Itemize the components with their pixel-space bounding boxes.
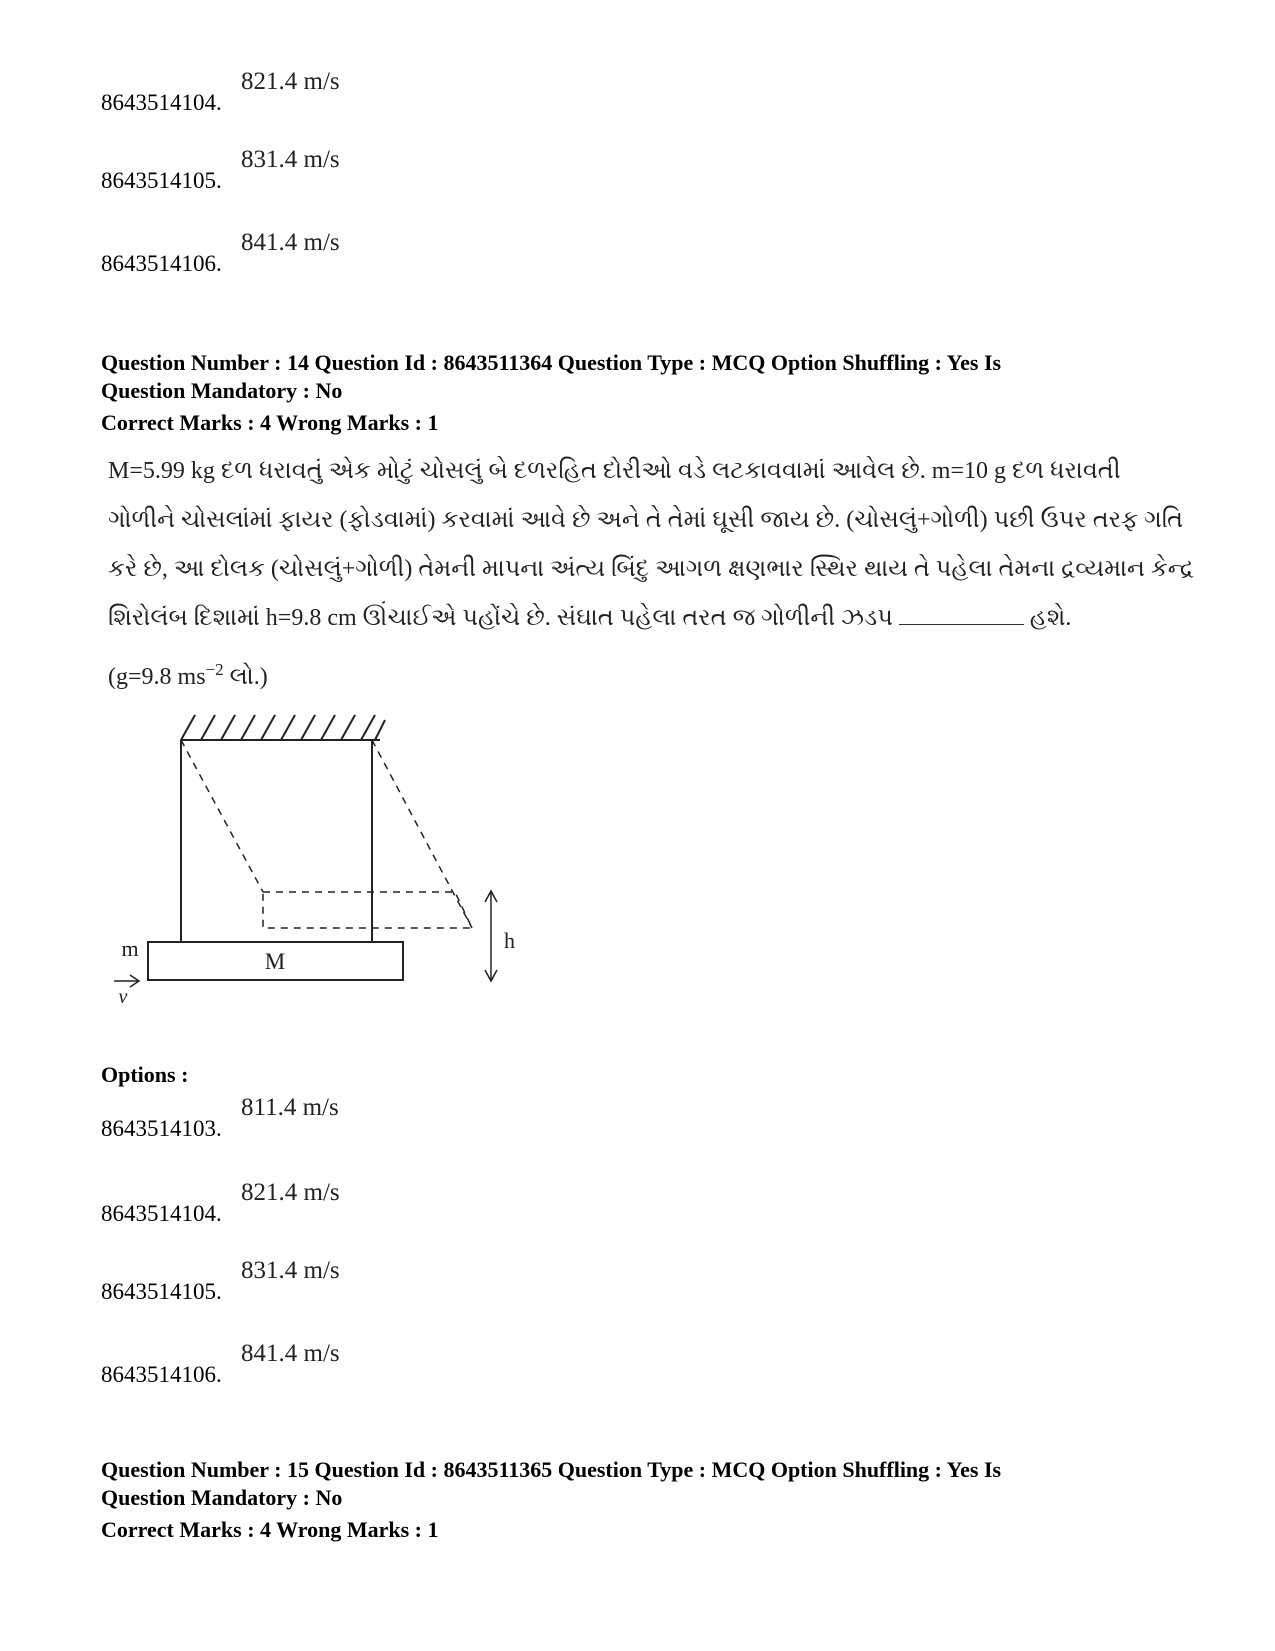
question-text-line: M=5.99 kg દળ ધરાવતું એક મોટું ચોસલું બે દળરહિત દોરીઓ વડે લટકાવવામાં આવેલ છે. m=10 g દળ ધરાવતી <box>108 458 1121 484</box>
height-label: h <box>504 928 515 953</box>
option-id: 8643514104. <box>101 90 222 115</box>
gravity-note <box>108 660 268 691</box>
ballistic-pendulum-figure <box>110 710 530 1040</box>
options-label: Options : <box>101 1062 189 1087</box>
bullet-label: m <box>121 936 139 961</box>
gravity-note-text: લો.) <box>223 664 268 690</box>
question-text-line <box>108 594 1188 643</box>
option-id: 8643514105. <box>101 168 222 193</box>
question-header <box>101 349 1181 437</box>
question-text: હશે. <box>1029 605 1072 631</box>
question-text: શિરોલંબ દિશામાં h=9.8 cm ઊંચાઈએ પહોંચે છે. સંઘાત પહેલા તરત જ ગોળીની ઝડપ <box>108 605 893 631</box>
block-raised <box>263 892 472 928</box>
option-value: 831.4 m/s <box>241 1257 340 1284</box>
option-id: 8643514103. <box>101 1116 222 1141</box>
option-value: 831.4 m/s <box>241 146 340 173</box>
option-id: 8643514106. <box>101 1362 222 1387</box>
string-left-swung <box>181 740 263 892</box>
question-marks: Correct Marks : 4 Wrong Marks : 1 <box>101 410 439 435</box>
question-header-line: Question Mandatory : No <box>101 1485 343 1510</box>
question-marks: Correct Marks : 4 Wrong Marks : 1 <box>101 1517 439 1542</box>
velocity-label: v <box>118 986 128 1008</box>
gravity-note-text: (g=9.8 ms <box>108 664 206 690</box>
question-text-line: કરે છે, આ દોલક (ચોસલું+ગોળી) તેમની માપના અંત્ય બિંદુ આગળ ક્ષણભાર સ્થિર થાય તે પહેલા તેમના દ્રવ્યમાન કેન્દ્ર <box>108 556 1194 582</box>
option-value: 821.4 m/s <box>241 1179 340 1206</box>
ceiling-hatching <box>181 715 385 740</box>
option-id: 8643514106. <box>101 251 222 276</box>
question-header-line: Question Number : 14 Question Id : 8643511364 Question Type : MCQ Option Shuffling : Yes Is <box>101 350 1002 375</box>
option-value: 821.4 m/s <box>241 68 340 95</box>
question-header-line: Question Number : 15 Question Id : 8643511365 Question Type : MCQ Option Shuffling : Yes Is <box>101 1457 1002 1482</box>
block-label: M <box>264 949 286 974</box>
question-text-line: ગોળીને ચોસલાંમાં ફાયર (ફોડવામાં) કરવામાં આવે છે અને તે તેમાં ઘૂસી જાય છે. (ચોસલું+ગોળી) પછી ઉપર તરફ ગતિ <box>108 507 1184 533</box>
option-value: 841.4 m/s <box>241 229 340 256</box>
question-header-line: Question Mandatory : No <box>101 378 343 403</box>
option-value: 811.4 m/s <box>241 1094 339 1121</box>
answer-blank <box>899 600 1024 625</box>
option-value: 841.4 m/s <box>241 1340 340 1367</box>
question-body <box>108 447 1194 643</box>
option-id: 8643514105. <box>101 1279 222 1304</box>
option-id: 8643514104. <box>101 1201 222 1226</box>
string-right-swung <box>372 740 472 928</box>
question-header <box>101 1456 1181 1544</box>
gravity-note-exponent: −2 <box>205 660 224 679</box>
